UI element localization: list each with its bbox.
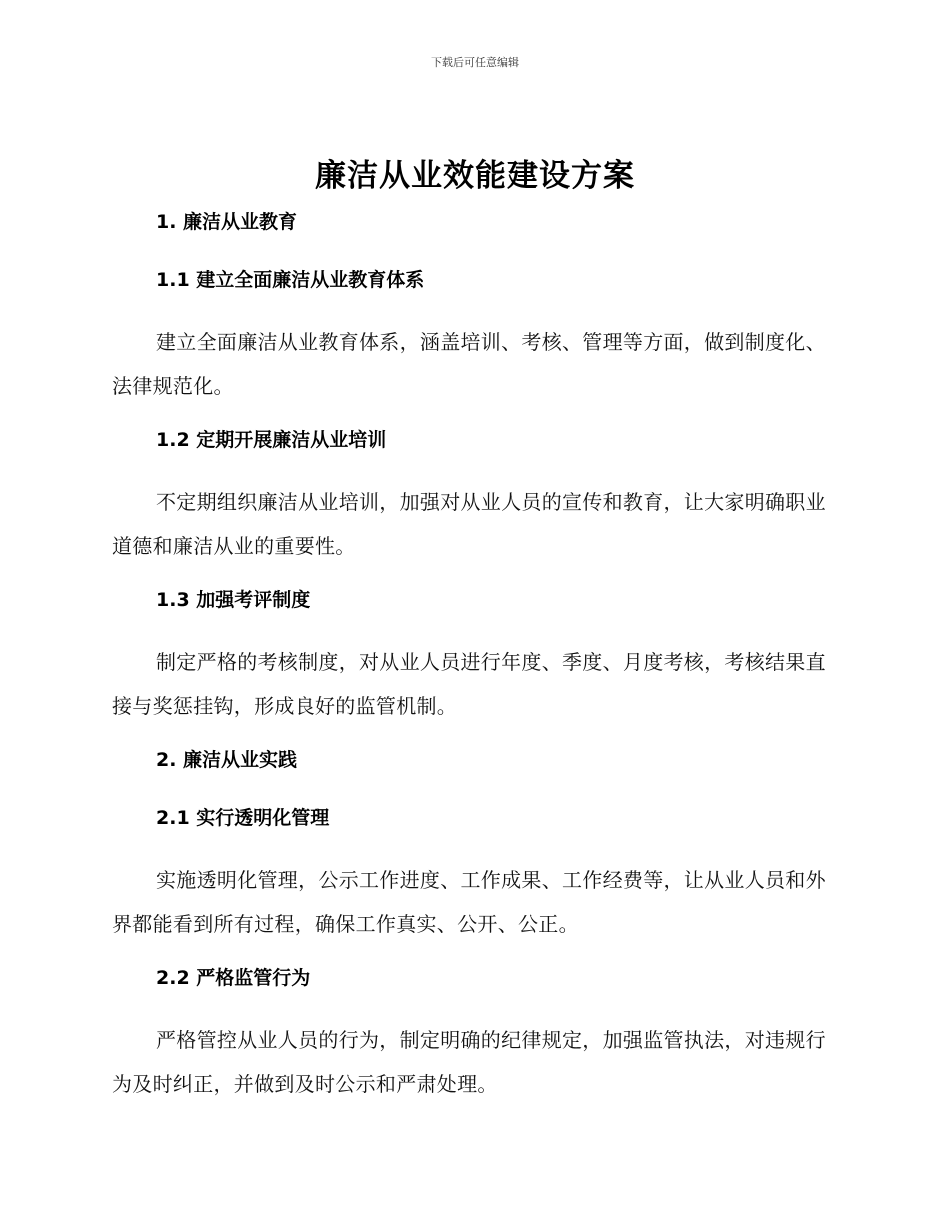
section-heading: 2. 廉洁从业实践 xyxy=(156,749,298,771)
paragraph: 制定严格的考核制度，对从业人员进行年度、季度、月度考核，考核结果直接与奖惩挂钩，形成良好的监管机制。 xyxy=(112,650,826,718)
subsection-heading: 1.2 定期开展廉洁从业培训 xyxy=(156,429,387,451)
paragraph: 严格管控从业人员的行为，制定明确的纪律规定，加强监管执法，对违规行为及时纠正，并做到及时公示和严肃处理。 xyxy=(112,1028,826,1096)
paragraph: 建立全面廉洁从业教育体系，涵盖培训、考核、管理等方面，做到制度化、法律规范化。 xyxy=(112,330,826,398)
section-heading: 1. 廉洁从业教育 xyxy=(156,211,298,233)
subsection-heading: 1.3 加强考评制度 xyxy=(156,589,311,611)
subsection-heading: 2.1 实行透明化管理 xyxy=(156,807,330,829)
subsection-heading: 1.1 建立全面廉洁从业教育体系 xyxy=(156,269,425,291)
paragraph: 实施透明化管理，公示工作进度、工作成果、工作经费等，让从业人员和外界都能看到所有过程，确保工作真实、公开、公正。 xyxy=(112,868,826,936)
subsection-heading: 2.2 严格监管行为 xyxy=(156,967,311,989)
document-body xyxy=(112,204,832,1120)
paragraph: 不定期组织廉洁从业培训，加强对从业人员的宣传和教育，让大家明确职业道德和廉洁从业的重要性。 xyxy=(112,490,826,558)
header-note: 下载后可任意编辑 xyxy=(431,56,519,69)
document-title: 廉洁从业效能建设方案 xyxy=(315,158,635,194)
